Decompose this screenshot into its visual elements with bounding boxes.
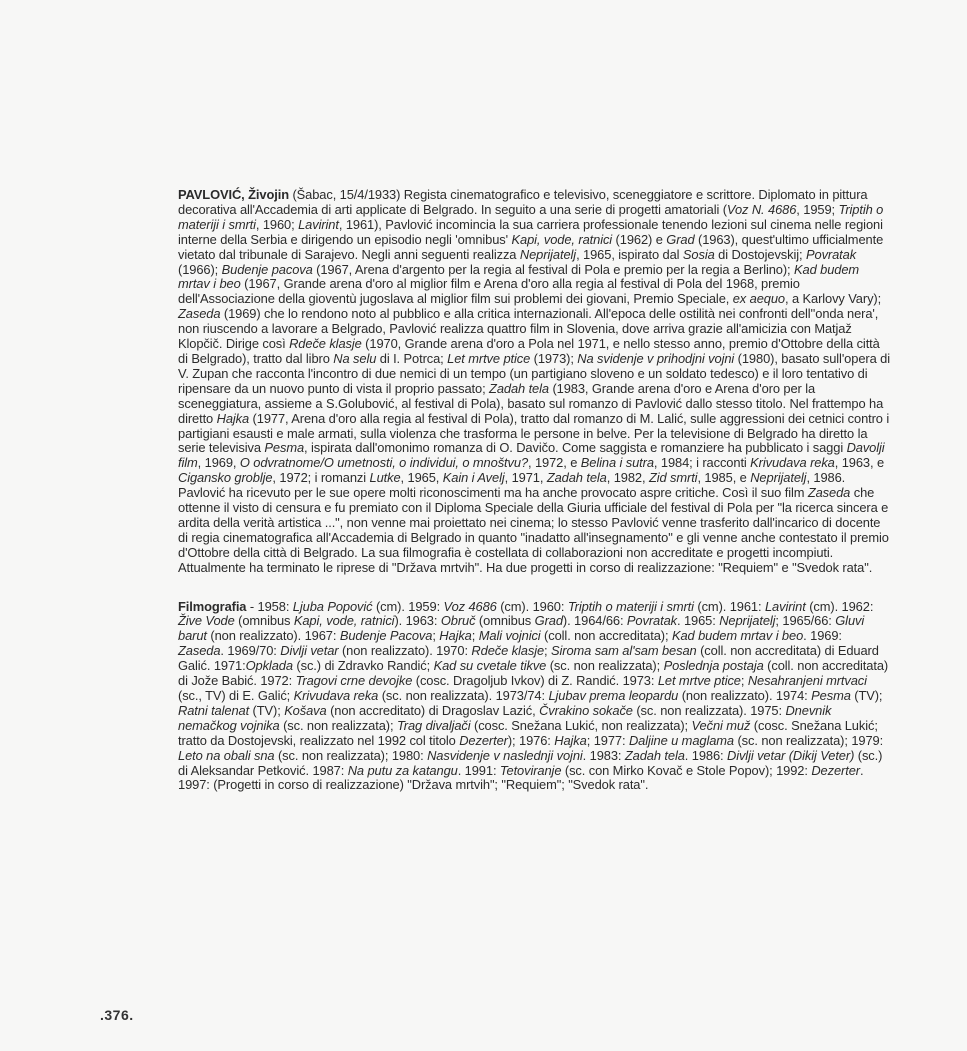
text-run: (sc. non realizzata). 1975: — [632, 702, 786, 718]
title-italic: Neprijatelj — [750, 470, 807, 486]
text-run: (1970, Grande arena d'oro a Pola nel 1971, e nello stesso anno, premio d'Ottobre della città di Belgrado), tratto dal libro — [178, 336, 880, 366]
text-run: (cm). 1959: — [372, 598, 444, 614]
title-italic: Hajka — [554, 732, 587, 748]
text-run: ; 1977: — [586, 732, 629, 748]
title-italic: Triptih o materiji i smrti — [567, 598, 694, 614]
text-run: (sc. non realizzata). 1973/74: — [378, 688, 549, 703]
text-run: (1977, Arena d'oro alla regia al festival di Pola), tratto dal romanzo di M. Lalić, sulle aggressioni dei cetnici contro i partigiani esausti e male armati, sulla violenza che trasforma le persone in belve. Per la televisione di Belgrado ha diretto la serie televisiva — [178, 410, 890, 456]
title-italic: Rdeče klasje — [471, 643, 545, 659]
text-run: (1969) che lo rendono noto al pubblico e alla critica internazionali. All'epoca delle ostilità nei confronti dell''onda nera', non riuscendo a lavorare a Belgrado, Pavlović realizza quattro film in Slovenia, dove arriva grazie all'amicizia con Matjaž Klopčič. Dirige così — [178, 306, 879, 352]
title-italic: Žive Vode — [178, 613, 235, 629]
text-run: (cosc. Snežana Lukić; tratto da Dostojevski, realizzato nel 1992 col titolo — [178, 717, 878, 748]
text-run: (1966); — [178, 261, 222, 277]
title-italic: Cigansko groblje — [178, 470, 273, 486]
title-italic: Zadah tela — [624, 747, 685, 763]
text-run: Regista cinematografico e televisivo, sceneggiatore e scrittore. Diplomato in pittura decorativa all'Accademia di arti applicate di Belgrado. In seguito a una serie di progetti amatoriali ( — [178, 187, 868, 217]
title-italic: Zaseda — [178, 306, 221, 322]
text-run: . 1969/70: — [220, 643, 281, 659]
title-italic: Zid smrti — [648, 470, 698, 486]
text-run: ). 1964/66: — [562, 613, 627, 629]
title-italic: Sosia — [682, 246, 715, 262]
text-run: (sc.) di Aleksandar Petković. 1987: — [178, 747, 883, 778]
text-run: , 1959; — [796, 201, 839, 217]
text-run: , 1963, e — [834, 455, 885, 471]
text-run: - 1958: — [246, 598, 293, 614]
title-italic: Zaseda — [178, 643, 221, 659]
title-italic: Grad — [666, 231, 695, 247]
title-italic: Košava — [284, 702, 327, 718]
text-run: , ispirata dall'omonimo romanza di O. Davičo. Come saggista e romanziere ha pubblicato i saggi — [304, 440, 847, 456]
title-italic: Lavirint — [764, 598, 806, 614]
title-italic: Voz 4686 — [443, 598, 497, 614]
text-run: , 1986. Pavlović ha ricevuto per le sue opere molti riconoscimenti ma ha anche provocato aspre critiche. Così il suo film — [178, 470, 846, 501]
title-italic: Rdeče klasje — [289, 336, 362, 352]
biography-paragraph — [178, 188, 890, 576]
text-run: , 1972, e — [528, 455, 581, 471]
text-run: (1967, Arena d'argento per la regia al festival di Pola e premio per la regia a Berlino); — [312, 261, 795, 277]
title-italic: Leto na obali sna — [178, 747, 275, 763]
page-number: .376. — [100, 1007, 134, 1023]
text-run: , 1961), Pavlović incomincia la sua carriera professionale tenendo lezioni sul cinema nelle regioni interne della Serbia e dirigendo un episodio negli 'omnibus' — [178, 216, 883, 247]
title-italic: Krivudava reka — [293, 688, 379, 703]
title-italic: Dezerter — [811, 762, 860, 778]
title-italic: Let mrtve ptice — [657, 673, 741, 689]
title-italic: Tetoviranje — [499, 762, 562, 778]
title-italic: Divlji vetar — [280, 643, 339, 659]
text-run: , 1960; — [255, 216, 299, 232]
text-run: (non accreditato) di Dragoslav Lazić, — [326, 702, 540, 718]
text-run: (TV); — [850, 688, 883, 703]
text-run: . 1969: — [803, 628, 842, 644]
text-run: (1983, Grande arena d'oro e Arena d'oro per la sceneggiatura, assieme a S.Golubović, al festival di Pola), basato sul romanzo di Pavlović dallo stesso titolo. Nel frattempo ha diretto — [178, 380, 884, 426]
text-run: . 1997: (Progetti in corso di realizzazione) "Država mrtvih"; "Requiem"; "Svedok rata". — [178, 762, 864, 793]
title-italic: Trag divaljači — [396, 717, 471, 733]
text-run: (omnibus — [475, 613, 535, 629]
title-italic: Belina i sutra — [580, 455, 654, 471]
text-run: (sc. non realizzata); — [279, 717, 397, 733]
text-run: . 1991: — [457, 762, 500, 778]
text-run: (cm). 1961: — [693, 598, 765, 614]
filmography-label: Filmografia — [178, 598, 247, 614]
text-run: ); 1976: — [507, 732, 555, 748]
text-run: . 1983: — [582, 747, 625, 763]
text-run: di I. Potrca; — [376, 350, 448, 366]
title-italic: Zadah tela — [489, 380, 549, 396]
title-italic: Tragovi crne devojke — [295, 673, 413, 689]
text-run: , 1965, ispirato dal — [576, 246, 683, 262]
title-italic: Obruč — [440, 613, 476, 629]
title-italic: Nasvidenje v naslednji vojni — [427, 747, 583, 763]
text-run: (coll. non accreditata); — [540, 628, 672, 644]
text-run: ). 1963: — [394, 613, 441, 629]
title-italic: Zaseda — [807, 485, 851, 501]
text-run: (TV); — [249, 702, 285, 718]
title-italic: Daljine u maglama — [628, 732, 734, 748]
title-italic: Kain i Avelj — [442, 470, 505, 486]
text-run: (sc.) di Zdravko Randić; — [292, 658, 434, 674]
text-run: ; — [471, 628, 479, 644]
text-run: (sc. non realizzata); — [546, 658, 664, 674]
title-italic: Na putu za katangu — [347, 762, 458, 778]
text-run: , 1971, — [504, 470, 547, 486]
title-italic: Davolji film — [178, 440, 885, 471]
title-italic: Divlji vetar (Dikij Veter) — [726, 747, 855, 763]
text-run: (1962) e — [612, 231, 667, 247]
filmography-text — [178, 599, 888, 793]
title-italic: Triptih o materiji i smrti — [178, 201, 884, 232]
title-italic: Lutke — [369, 470, 401, 486]
text-run: (omnibus — [234, 613, 294, 629]
text-run: che ottenne il visto di censura e fu premiato con il Diploma Speciale della Giuria ufficiale del festival di Pola per "la ricerca sincera e ardita della verità artistica ...", non venne mai proiettato nei cinema; lo stesso Pavlović venne trasferito dall'incarico di docente di regia cinematografica all'Accademia di Belgrado in quanto "inadatto all'insegnamento" e gli venne anche contestato il premio d'Ottobre della città di Belgrado. La sua filmografia è costellata di collaborazioni non accreditate e progetti incompiuti. Attualmente ha terminato le riprese di "Država mrtvih". Ha due progetti in corso di realizzazione: "Requiem" e "Svedok rata". — [178, 485, 889, 575]
title-italic: Let mrtve ptice — [447, 350, 531, 366]
entry-birth: (Šabac, 15/4/1933) — [288, 187, 401, 202]
title-italic: Neprijatelj — [719, 613, 776, 629]
filmography-paragraph — [178, 600, 890, 794]
title-italic: Večni muž — [691, 717, 751, 733]
title-italic: Mali vojnici — [478, 628, 541, 644]
text-run: , 1965, — [400, 470, 443, 486]
text-run: di Dostojevskij; — [714, 246, 806, 262]
title-italic: Budenje pacova — [221, 261, 313, 277]
text-run: ; — [432, 628, 440, 644]
title-italic: Grad — [534, 613, 563, 629]
text-run: (1980), basato sull'opera di V. Zupan che racconta l'incontro di due nemici di un tempo (un partigiano sloveno e un soldato tedesco) e il loro tentativo di ripensare da un nuovo punto di vista il proprio passato; — [178, 350, 890, 396]
text-run: (1963), quest'ultimo ufficialmente vietato dal tribunale di Sarajevo. Negli anni seguenti realizza — [178, 231, 884, 262]
title-italic: Nesahranjeni mrtvaci — [747, 673, 867, 689]
text-run: (1973); — [530, 350, 578, 366]
title-italic: Kad budem mrtav i beo — [178, 261, 860, 292]
title-italic: Voz N. 4686 — [726, 201, 797, 217]
text-run: (1967, Grande arena d'oro al miglior film e Arena d'oro alla regia al festival di Pola del 1968, premio dell'Associazione della gioventù jugoslava al miglior film sui problemi dei giovani, Premio Speciale, — [178, 276, 800, 307]
title-italic: Hajka — [439, 628, 472, 644]
title-italic: Gluvi barut — [178, 613, 865, 644]
text-run: (non realizzato). 1967: — [206, 628, 340, 644]
title-italic: ex aequo — [732, 291, 785, 307]
text-run: (coll. non accreditata) di Eduard Galić. 1971: — [178, 643, 879, 674]
text-run: (non realizzato). 1974: — [678, 688, 812, 703]
text-run: . 1965: — [677, 613, 720, 629]
title-italic: Neprijatelj — [519, 246, 577, 262]
title-italic: Kapi, vode, ratnici — [511, 231, 613, 247]
title-italic: Siroma sam al'sam besan — [551, 643, 697, 659]
title-italic: Lavirint — [298, 216, 339, 232]
text-run: ; — [544, 643, 551, 659]
title-italic: Kad su cvetale tikve — [433, 658, 547, 674]
text-run: ; 1965/66: — [775, 613, 836, 629]
title-italic: Hajka — [216, 410, 250, 426]
text-run: , 1972; i romanzi — [272, 470, 370, 486]
text-run: ; — [740, 673, 748, 689]
text-run: (cm). 1962: — [805, 598, 874, 614]
title-italic: Na selu — [333, 350, 377, 366]
title-italic: Poslednja postaja — [663, 658, 764, 674]
title-italic: Zadah tela — [546, 470, 607, 486]
title-italic: O odvratnome/O umetnosti, o individui, o mnoštvu? — [239, 455, 529, 471]
biography-text — [178, 187, 890, 575]
text-run: , 1982, — [606, 470, 649, 486]
title-italic: Budenje Pacova — [339, 628, 433, 644]
text-run: (cosc. Dragoljub Ivkov) di Z. Randić. 1973: — [412, 673, 658, 689]
title-italic: Dezerter — [459, 732, 508, 748]
title-italic: Na svidenje v prihodjni vojni — [577, 350, 735, 366]
title-italic: Povratak — [626, 613, 677, 629]
title-italic: Kad budem mrtav i beo — [671, 628, 804, 644]
title-italic: Ratni talenat — [178, 702, 250, 718]
text-run: , a Karlovy Vary); — [784, 291, 882, 307]
text-run: , 1985, e — [697, 470, 751, 486]
text-run: (coll. non accreditata) di Jože Babić. 1972: — [178, 658, 889, 689]
title-italic: Ljubav prema leopardu — [548, 688, 679, 703]
text-run: (sc. non realizzata); 1979: — [734, 732, 884, 748]
dictionary-entry — [178, 188, 890, 793]
title-italic: Kapi, vode, ratnici — [293, 613, 395, 629]
title-italic: Čvrakino sokače — [539, 702, 633, 718]
text-run: (non realizzato). 1970: — [338, 643, 472, 659]
text-run: (sc. con Mirko Kovač e Stole Popov); 1992: — [561, 762, 812, 778]
title-italic: Opklada — [245, 658, 293, 674]
title-italic: Ljuba Popović — [292, 598, 373, 614]
text-run: (sc. non realizzata); 1980: — [274, 747, 428, 763]
entry-name: PAVLOVIĆ, Živojin — [178, 187, 289, 202]
title-italic: Povratak — [806, 246, 857, 262]
title-italic: Krivudava reka — [750, 455, 835, 471]
text-run: , 1969, — [197, 455, 240, 471]
title-italic: Dnevnik nemačkog vojnika — [178, 702, 832, 733]
text-run: (sc., TV) di E. Galić; — [178, 688, 294, 703]
text-run: . 1986: — [684, 747, 727, 763]
text-run: (cosc. Snežana Lukić, non realizzata); — [470, 717, 692, 733]
title-italic: Pesma — [811, 688, 851, 703]
text-run: , 1984; i racconti — [653, 455, 751, 471]
text-run: (cm). 1960: — [496, 598, 568, 614]
title-italic: Pesma — [264, 440, 305, 456]
